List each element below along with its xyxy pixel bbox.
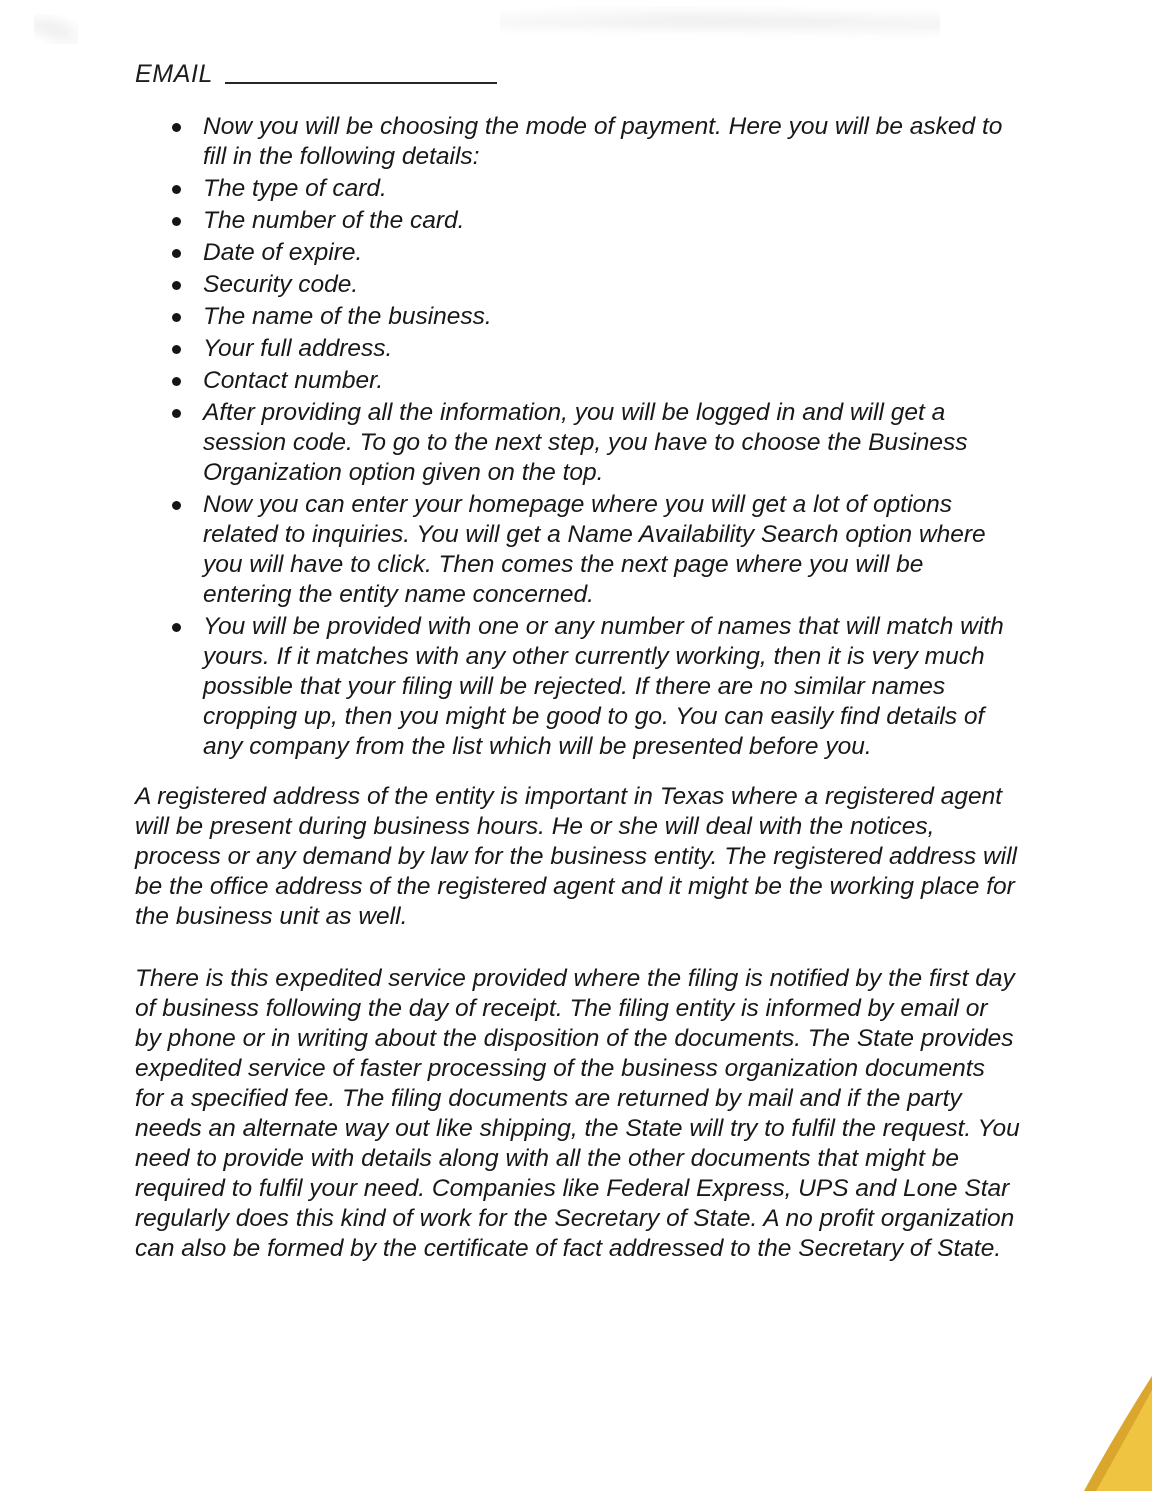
bullet-dot-icon [172, 185, 181, 194]
list-item-text: Now you can enter your homepage where you will get a lot of options related to inquiries. You will get a Name Availability Search option where you will have to click. Then comes the next page where you will be entering the entity name concerned. [203, 491, 986, 608]
list-item [0, 398, 1152, 488]
bullet-dot-icon [172, 123, 181, 132]
list-item-text: The type of card. [203, 175, 387, 202]
list-item-text: Contact number. [203, 367, 384, 394]
bullet-dot-icon [172, 409, 181, 418]
list-item-text: Now you will be choosing the mode of payment. Here you will be asked to fill in the following details: [203, 113, 1003, 170]
bullet-dot-icon [172, 345, 181, 354]
instruction-bullet-list [0, 112, 1152, 762]
list-item [0, 490, 1152, 610]
list-item [0, 302, 1152, 332]
list-item-text: Date of expire. [203, 239, 363, 266]
bullet-dot-icon [172, 249, 181, 258]
list-item-text: Your full address. [203, 335, 393, 362]
email-label: EMAIL [135, 60, 214, 88]
list-item [0, 238, 1152, 268]
bullet-dot-icon [172, 281, 181, 290]
list-item [0, 270, 1152, 300]
list-item-text: After providing all the information, you will be logged in and will get a session code. To go to the next step, you have to choose the Business Organization option given on the top. [203, 399, 968, 486]
list-item-text: The name of the business. [203, 303, 492, 330]
bullet-dot-icon [172, 623, 181, 632]
email-blank-rule [225, 82, 497, 84]
list-item [0, 112, 1152, 172]
list-item [0, 366, 1152, 396]
list-item-text: You will be provided with one or any number of names that will match with yours. If it matches with any other currently working, then it is very much possible that your filing will be rejected. If there are no similar names cropping up, then you might be good to go. You can easily find details of any company from the list which will be presented before you. [203, 613, 1004, 760]
list-item [0, 206, 1152, 236]
list-item [0, 174, 1152, 204]
bullet-dot-icon [172, 377, 181, 386]
list-item-text: Security code. [203, 271, 359, 298]
bullet-dot-icon [172, 501, 181, 510]
bullet-dot-icon [172, 217, 181, 226]
bullet-dot-icon [172, 313, 181, 322]
scan-artifact-icon [34, 14, 78, 44]
scan-artifact-top-icon [500, 6, 940, 40]
document-body [0, 112, 1152, 1264]
list-item-text: The number of the card. [203, 207, 465, 234]
list-item [0, 612, 1152, 762]
paragraph-expedited-service: There is this expedited service provided where the filing is notified by the first day of business following the day of receipt. The filing entity is informed by email or by phone or in writing about the disposition of the documents. The State provides expedited service of faster processing of the business organization documents for a specified fee. The filing documents are returned by mail and if the party needs an alternate way out like shipping, the State will try to fulfil the request. You need to provide with details along with all the other documents that might be required to fulfil your need. Companies like Federal Express, UPS and Lone Star regularly does this kind of work for the Secretary of State. A no profit organization can also be formed by the certificate of fact addressed to the Secretary of State. [135, 965, 1020, 1262]
email-field-heading [135, 62, 497, 87]
paragraph-registered-address: A registered address of the entity is important in Texas where a registered agent will be present during business hours. He or she will deal with the notices, process or any demand by law for the business entity. The registered address will be the office address of the registered agent and it might be the working place for the business unit as well. [135, 783, 1017, 930]
list-item [0, 334, 1152, 364]
gold-corner-wedge-icon [1032, 1376, 1152, 1491]
